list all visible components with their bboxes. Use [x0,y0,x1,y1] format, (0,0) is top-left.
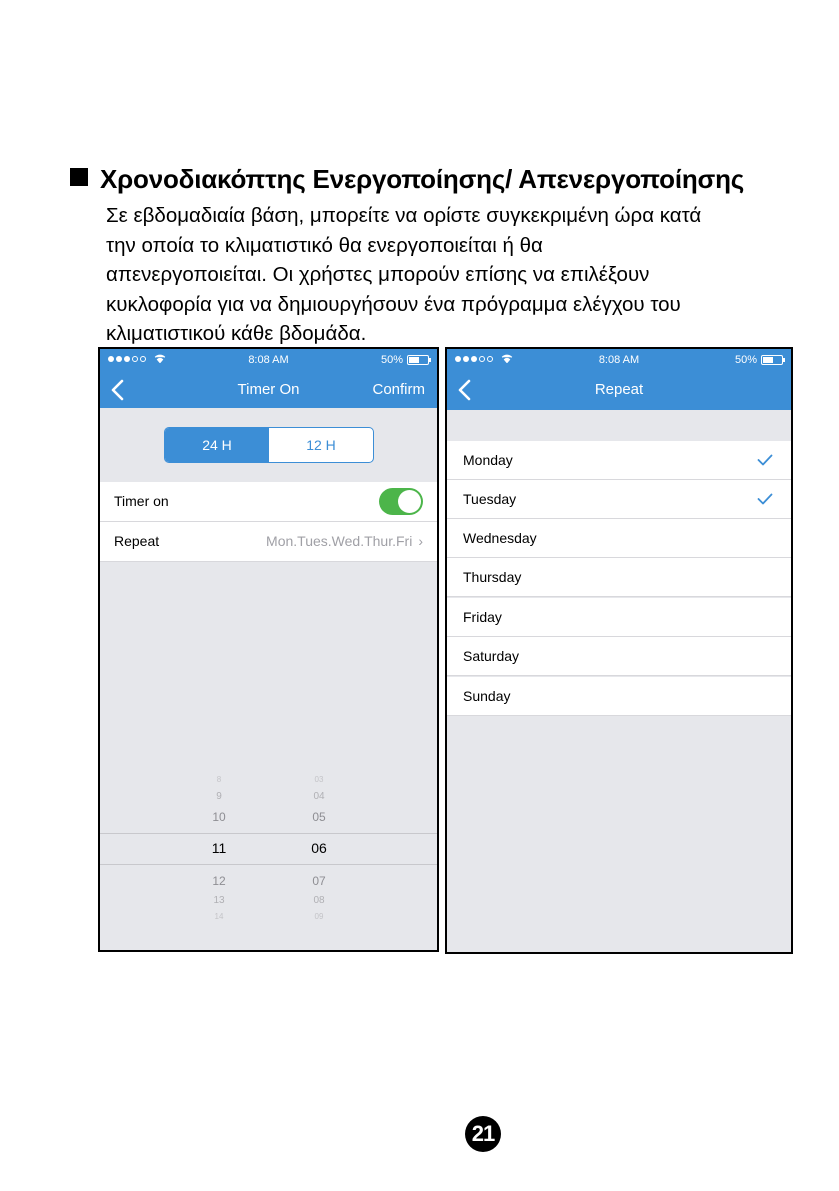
day-row-saturday[interactable] [447,637,791,676]
checkmark-icon [757,493,773,505]
segment-12h[interactable]: 12 H [306,437,336,453]
timer-on-screenshot [98,347,439,952]
day-label: Sunday [463,688,511,704]
page-title: Timer On [237,381,300,398]
time-picker[interactable] [100,769,437,929]
picker-minute: 03 [314,775,324,784]
picker-minute: 05 [312,810,326,824]
day-label: Tuesday [463,491,517,507]
day-row-tuesday[interactable] [447,480,791,519]
picker-hour: 8 [216,775,222,784]
picker-minute: 08 [313,895,325,906]
picker-minute: 04 [313,791,325,802]
repeat-row[interactable] [100,522,437,562]
day-row-wednesday[interactable] [447,519,791,558]
day-row-thursday[interactable] [447,558,791,597]
body-line: κλιματιστικού κάθε βδομάδα. [106,322,367,345]
timer-on-label: Timer on [114,493,169,509]
day-row-friday[interactable] [447,598,791,637]
picker-minute: 07 [312,874,326,888]
section-body [106,201,816,349]
day-row-monday[interactable] [447,441,791,480]
segment-24h[interactable]: 24 H [165,428,269,462]
toggle-knob [398,490,421,513]
picker-hour: 9 [216,791,222,802]
battery-icon [407,355,429,365]
timer-on-toggle[interactable] [379,488,423,515]
day-row-sunday[interactable] [447,677,791,716]
nav-bar [447,371,791,410]
page-title: Repeat [594,381,644,398]
hour-format-segment [164,427,374,463]
battery-percent: 50% [734,354,757,366]
picker-hour-selected: 11 [211,840,227,856]
status-bar [447,349,791,371]
status-time: 8:08 AM [598,354,640,366]
day-label: Wednesday [463,530,537,546]
checkmark-icon [757,454,773,466]
repeat-value: Mon.Tues.Wed.Thur.Fri [266,533,413,549]
nav-bar [100,371,437,408]
picker-hour: 10 [212,810,226,824]
battery-icon [761,355,783,365]
battery-percent: 50% [380,354,403,366]
timer-on-row [100,482,437,522]
status-bar [100,349,437,371]
picker-hour: 14 [214,912,224,921]
picker-hour: 13 [213,895,225,906]
chevron-right-icon: › [418,533,423,549]
status-time: 8:08 AM [248,354,289,366]
day-label: Monday [463,452,513,468]
confirm-button[interactable]: Confirm [372,381,425,398]
body-line: Σε εβδομαδιαία βάση, μπορείτε να ορίστε συγκεκριμένη ώρα κατά [106,204,702,227]
repeat-screenshot [445,347,793,954]
picker-minute-selected: 06 [311,840,327,856]
day-label: Friday [463,609,502,625]
body-line: απενεργοποιείται. Οι χρήστες μπορούν επίσης να επιλέξουν [106,263,650,286]
picker-hour: 12 [212,874,226,888]
picker-selection-band [100,833,437,865]
section-title: Χρονοδιακόπτης Ενεργοποίησης/ Απενεργοποίησης [100,164,745,194]
body-line: κυκλοφορία για να δημιουργήσουν ένα πρόγραμμα ελέγχου του [106,292,681,316]
section-bullet [70,168,88,186]
day-label: Saturday [463,648,520,664]
day-label: Thursday [463,569,522,585]
repeat-label: Repeat [114,533,160,549]
body-line: την οποία το κλιματιστικό θα ενεργοποιείται ή θα [106,233,543,257]
page-number: 21 [465,1116,501,1152]
picker-minute: 09 [314,912,324,921]
